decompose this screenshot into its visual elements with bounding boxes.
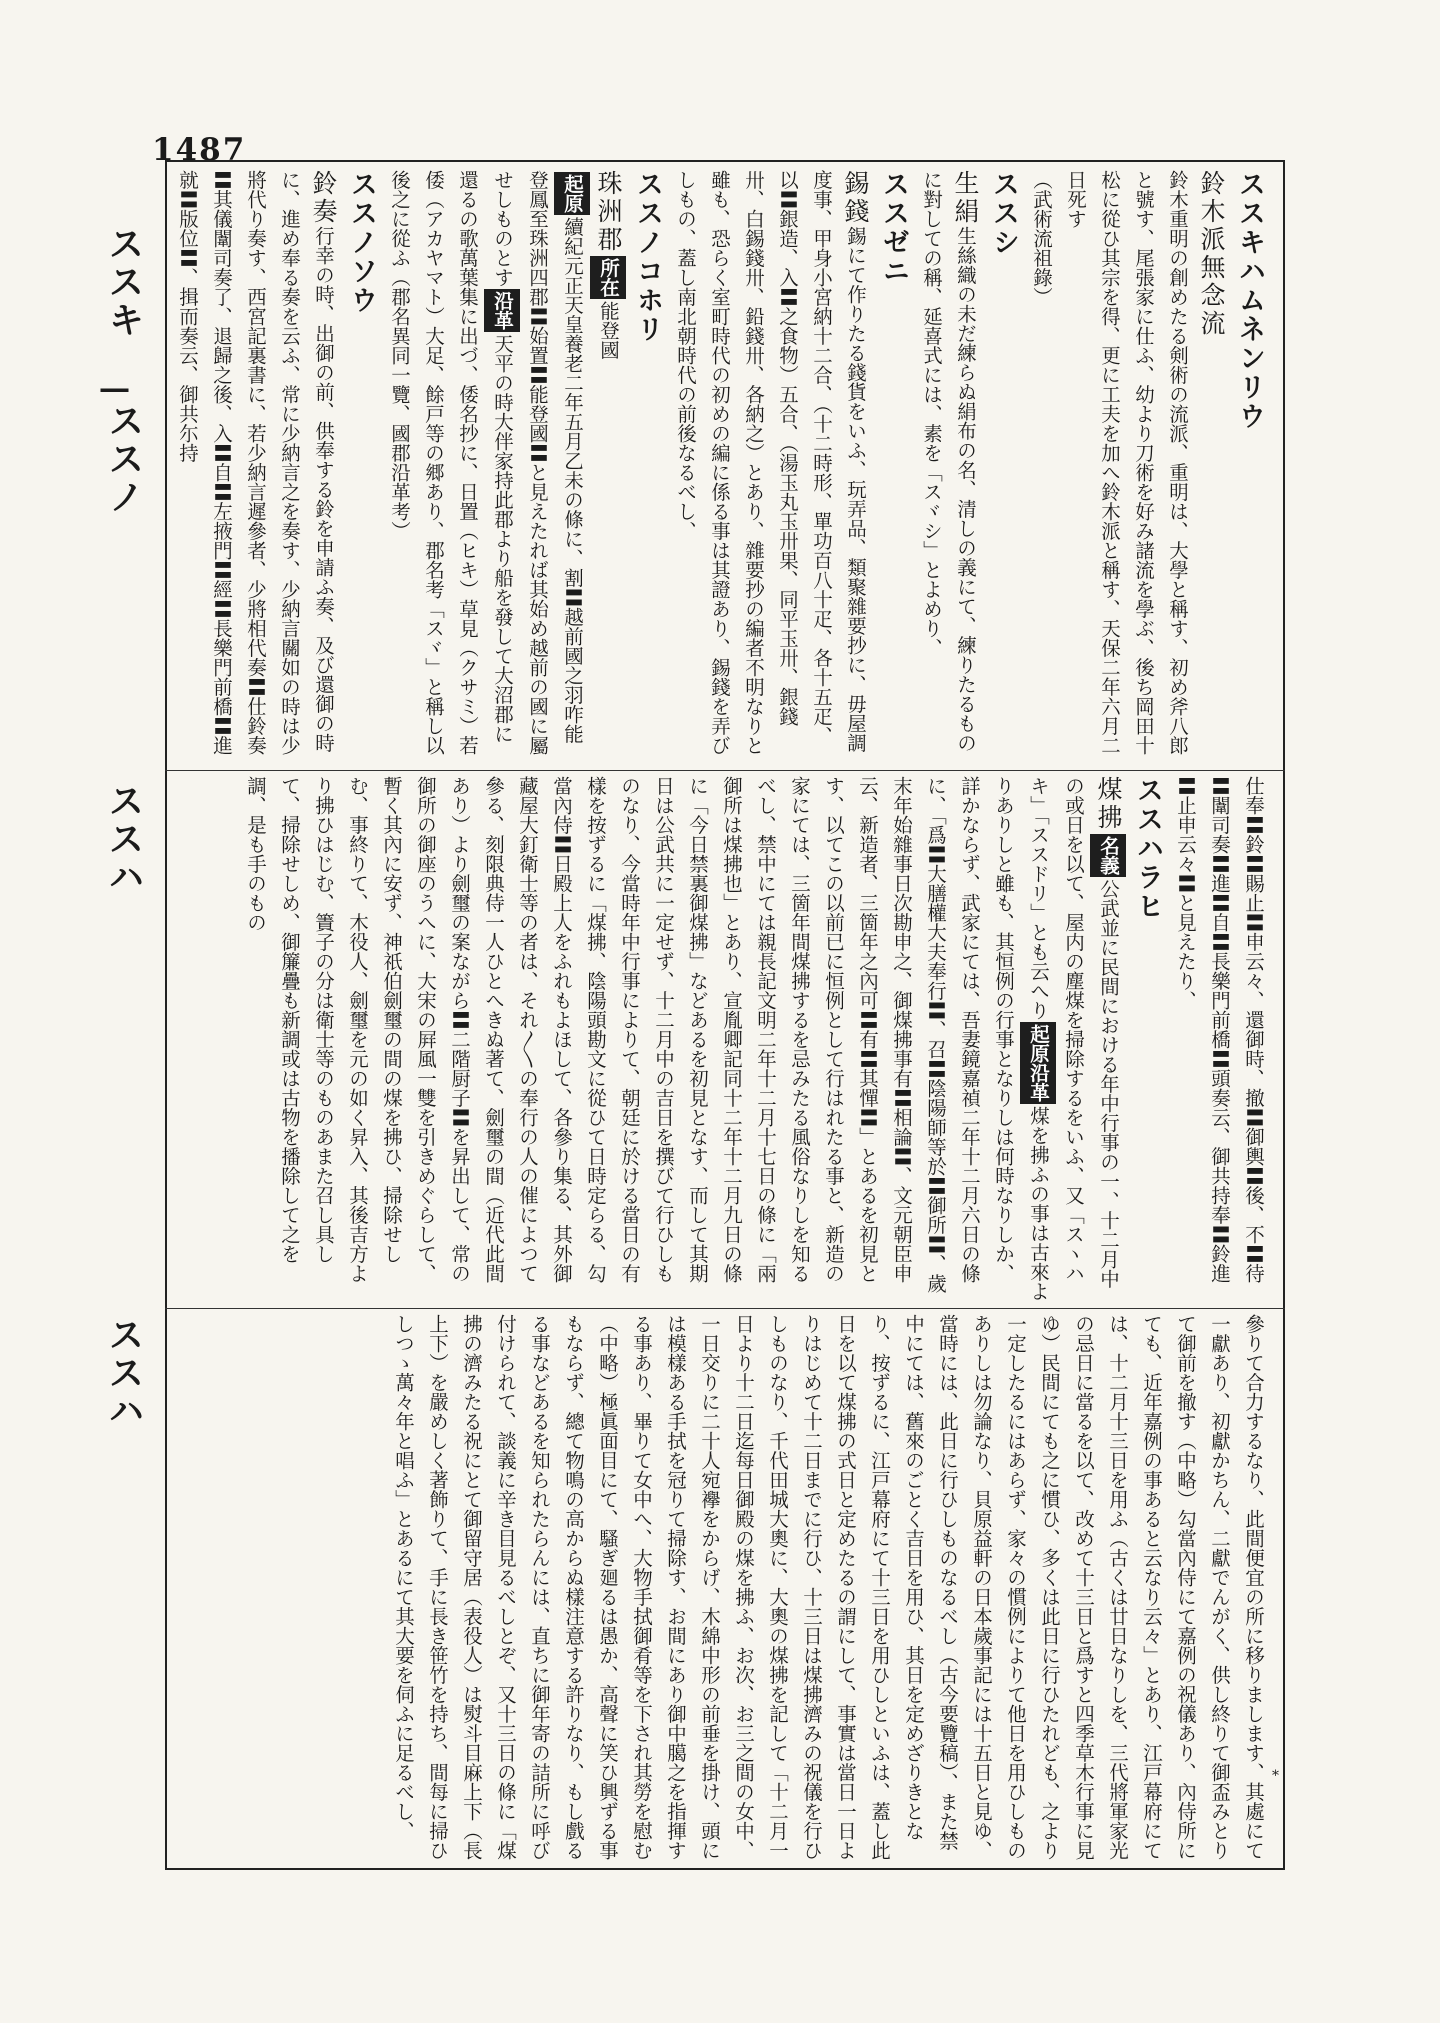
entry-text: [590, 170, 626, 762]
entry-text: [238, 776, 1126, 1302]
entry-continuation: 仕奉〓鈴〓賜止〓申云々、還御時、撤〓御輿〓後、不〓待〓闈司奏〓進〓自〓長樂門前橋〓頭奏云、御共持奉〓鈴進〓止申云々〓と見えたり、: [1174, 776, 1265, 1283]
entry-suzunokohori: [382, 170, 668, 762]
entry-body: 煤を拂ふの事は古來よりありしと雖も、其恒例の行事となりしは何時なりしか、詳かならず、武家にては、吾妻鏡嘉禎二年十二月六日の條に、「爲〓大膳權大夫奉行〓、召〓陰陽師等於〓御所〓、歲末年始雜事日次勘申之、御煤拂事有〓相論〓、文元朝臣申云、新造者、三箇年之內可〓有〓其憚〓」とあるを初見とす、以てこの以前已に恒例として行はれたる事と、新造の家にては、三箇年間煤拂するを忌みたる風俗なりしを知るべし、禁中にては親長記文明二年十二月十七日の條に「兩御所は煤拂也」とあり、宣胤卿記同十二年十二月九日の條に「今日禁裏御煤拂」などあるを初見となす、而して其期日は公武共に一定せず、十二月中の吉日を撰びて行ひしものなり、今當時年中行事によりて、朝廷に於ける當日の有樣を按ずるに「煤拂、陰陽頭勘文に從ひて日時定らる、勾當內侍〓日殿上人をふれもよほして、各參り集る、其外御藏屋大釘衛士等の者は、それ〳〵の奉行の人の催によつて參る、刻限典侍一人ひとへきぬ著て、劍璽の間（近代此間あり）より劍璽の案ながら〓二階厨子〓を昇出して、常の御所の御座のうへに、大宋の屛風一雙を引きめぐらして、暫く其內に安ず、神祇伯劍璽の間の煤を拂ひ、掃除せしむ、事終りて、木役人、劍璽を元の如く昇入、其後吉方より拂ひはじむ、簀子の分は衛士等のものあまた召し具して、掃除せしめ、御簾疊も新調或は古物を播除して之を調、是も手のもの: [244, 776, 1050, 1301]
location-tag: 所在: [590, 256, 626, 299]
entry-body: 行幸の時、出御の前、供奉する鈴を申請ふ奏、及び還御の時に、進め奉る奏を云ふ、常に少納言之を奏す、少納言關如の時は少將代り奏す、西宮記裏書に、若少納言遲參者、少將相代奏〓仕鈴奏〓其儀闈司奏了、退歸之後、入〓自〓左掖門〓經〓長樂門前橋〓進就〓版位〓、揖而奏云、御共尓持: [176, 170, 335, 755]
entry-kanji-heading: 鈴木派無念流: [1197, 170, 1226, 338]
footnote-star: *: [1272, 1768, 1279, 1784]
entry-body: 能登國: [597, 301, 620, 360]
entry-suzukiha-munenryu: [1024, 170, 1270, 762]
entry-headword: ススキハムネンリウ: [1234, 170, 1265, 431]
origin-history-tag: 起原沿革: [1020, 1022, 1056, 1104]
entry-headword: ススシ: [988, 170, 1019, 257]
side-tab-susuha-upper: ススハ: [103, 782, 144, 896]
entry-headword: ススゼニ: [878, 170, 909, 286]
entry-susuharahi: [238, 776, 1168, 1302]
side-tab-suzuki: ススキ: [103, 225, 144, 339]
section-divider-2: [165, 1308, 1285, 1309]
entry-headword: ススハラヒ: [1132, 776, 1163, 921]
text-band-bottom: [180, 1314, 1270, 1864]
entry-text: [382, 170, 590, 762]
entry-source: （武術流祖錄）: [1030, 170, 1053, 307]
entry-continuation: 參りて合力するなり、此間便宜の所に移りまします、其處にて一獻あり、初獻かちん、二獻でんがく、供し終りて御盃みとりて御前を撤す（中略）勾當內侍にて嘉例の祝儀あり、內侍所にても、近年嘉例の事あると云なり云々」とあり、江戸幕府にては、十二月十三日を用ふ（古くは廿日なりしを、三代將軍家光の忌日に當るを以て、改めて十三日と爲すと四季草木行事に見ゆ）民間にても之に慣ひ、多くは此日に行ひたれども、之より一定したるにはあらず、家々の慣例によりて他日を用ひしものありしは勿論なり、貝原益軒の日本歲事記には十五日と見ゆ、當時には、此日に行ひしものなるべし（古今要覽稿）、また禁中にては、舊來のごとく吉日を用ひ、其日を定めざりきとなり、按ずるに、江戸幕府にて十三日を用ひしといふは、蓋し此日を以て煤拂の式日と定めたるの謂にして、事實は當日一日よりはじめて十二日までに行ひ、十三日は煤拂濟みの祝儀を行ひしものなり、千代田城大奧に、大奧の煤拂を記して「十二月一日より十二日迄每日御殿の煤を拂ふ、お次、お三之間の女中、一日交りに二十人宛襷をからげ、木綿中形の前垂を掛け、頭には模樣ある手拭を冠りて掃除す、お間にあり御中臈之を指揮する事あり、畢りて女中へ、大物手拭御肴等を下され其勞を慰む（中略）極眞面目にて、騷ぎ廻るは愚か、高聲に笑ひ興ずる事もならず、總て物鳴の高からぬ樣注意する許りなり、もし戲るる事などあるを知られたらんには、直ちに御年寄の詰所に呼び付けられて、談義に辛き目見るべしとぞ、又十三日の條に「煤拂の濟みたる祝にとて御留守居（表役人）は熨斗目麻上下（長上下）を嚴めしく著飾りて、手に長き笹竹を持ち、間每に掃ひしつゝ萬々年と唱ふ」とあるにて其大要を伺ふに足るべし、: [392, 1314, 1265, 1860]
side-tab-dash: ―: [98, 372, 131, 407]
entry-headword: ススノソウ: [346, 170, 377, 315]
section-divider-1: [165, 770, 1285, 771]
entry-suzunosou: [170, 170, 382, 762]
entry-kanji-heading: 生絹: [951, 170, 980, 226]
text-band-top: [176, 170, 1270, 762]
entry-body: 續紀元正天皇養老二年五月乙未の條に、割〓越前國之羽咋能登鳳至珠洲四郡〓始置〓能登國〓と見えたれば其始め越前の國に屬せしものとす: [491, 170, 584, 755]
history-tag: 沿革: [484, 289, 520, 332]
entry-kanji-heading: 珠洲郡: [594, 170, 623, 254]
text-band-middle: [180, 776, 1270, 1302]
entry-kanji-heading: 煤拂: [1094, 776, 1123, 832]
side-tab-suzuno: ススノ: [103, 402, 144, 516]
entry-body: 錫にて作りたる錢貨をいふ、玩弄品、類聚雜要抄に、毋屋調度事、甲身小宮納十二合、（十二時形、單功百八十疋、各十五疋、以〓銀造、入〓之食物）五合、（湯玉丸玉卅果、同平玉卅、銀錢卅、白錫錢卅、鉛錢卅、各納之）とあり、雜要抄の編者不明なりと雖も、恐らく室町時代の初めの編に係る事は其證あり、錫錢を弄びしもの、蓋し南北朝時代の前後なるべし、: [674, 170, 867, 755]
entry-headword: ススノコホリ: [632, 170, 663, 344]
entry-body: 鈴木重明の創めたる剣術の流派、重明は、大學と稱す、初め斧八郎と號す、尾張家に仕ふ、幼より刀術を好み諸流を學ぶ、後ち岡田十松に從ひ其宗を得、更に工夫を加へ鈴木派と稱す、天保二年六月二日死す: [1064, 170, 1189, 755]
entry-body: 生絲織の未だ練らぬ絹布の名、清しの義にて、練りたるものに對しての稱、延喜式には、素を「スヾシ」とよめり、: [920, 170, 977, 753]
entry-kanji-heading: 鈴奏: [309, 170, 338, 226]
entry-suzushi: [914, 170, 1024, 762]
origin-tag: 起原: [554, 172, 590, 215]
meaning-tag: 名義: [1090, 834, 1126, 877]
entry-body: 天平の時大伴家持此郡より船を發して大沼郡に還るの歌萬葉集に出づ、倭名抄に、日置（ヒキ）草見（クサミ）若倭（アカヤマト）大足、餘戸等の郷あり、郡名考「スヾ」と稱し以後之に從ふ（郡名異同一覽、國郡沿革考）: [388, 170, 514, 755]
side-tab-susuha-lower: ススハ: [103, 1316, 144, 1430]
entry-text: [668, 170, 872, 762]
entry-suzuzeni: [668, 170, 914, 762]
entry-text: [170, 170, 340, 762]
page-number: 1487: [152, 132, 247, 168]
entry-text: [914, 170, 982, 762]
entry-body: 公武並に民間における年中行事の一、十二月中の或日を以て、屋内の塵煤を掃除するをいふ、又「スヽハキ」「ススドリ」とも云へり: [1027, 776, 1120, 1289]
entry-kanji-heading: 錫錢: [841, 170, 870, 226]
